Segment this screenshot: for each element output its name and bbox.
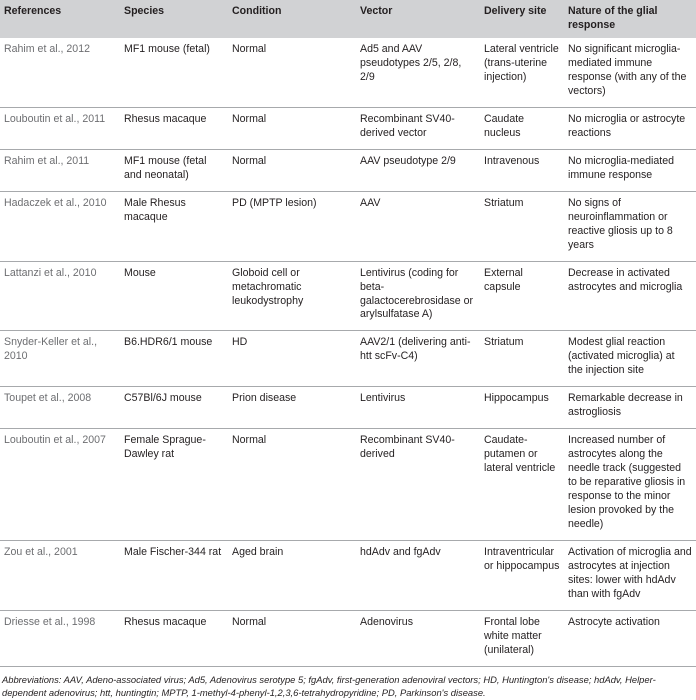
table-row bbox=[0, 107, 696, 149]
cell-species: Mouse bbox=[120, 261, 228, 331]
cell-delivery-site: External capsule bbox=[480, 261, 564, 331]
cell-species: Male Rhesus macaque bbox=[120, 191, 228, 261]
table-row bbox=[0, 610, 696, 666]
cell-vector: Lentivirus (coding for beta-galactocerebrosidase or arylsulfatase A) bbox=[356, 261, 480, 331]
cell-reference: Snyder-Keller et al., 2010 bbox=[0, 331, 120, 387]
cell-reference: Hadaczek et al., 2010 bbox=[0, 191, 120, 261]
table-row bbox=[0, 429, 696, 541]
cell-glial-response: Increased number of astrocytes along the needle track (suggested to be reparative gliosis in response to the minor lesion provoked by the needle) bbox=[564, 429, 696, 541]
header-glial-response: Nature of the glial response bbox=[564, 0, 696, 38]
cell-condition: Globoid cell or metachromatic leukodystrophy bbox=[228, 261, 356, 331]
cell-glial-response: Modest glial reaction (activated microglia) at the injection site bbox=[564, 331, 696, 387]
table-row bbox=[0, 541, 696, 611]
cell-glial-response: No microglia-mediated immune response bbox=[564, 149, 696, 191]
cell-condition: Normal bbox=[228, 429, 356, 541]
header-delivery-site: Delivery site bbox=[480, 0, 564, 38]
table-body bbox=[0, 38, 696, 666]
cell-delivery-site: Striatum bbox=[480, 331, 564, 387]
cell-glial-response: Astrocyte activation bbox=[564, 610, 696, 666]
cell-condition: Aged brain bbox=[228, 541, 356, 611]
header-species: Species bbox=[120, 0, 228, 38]
table-row bbox=[0, 261, 696, 331]
cell-delivery-site: Intravenous bbox=[480, 149, 564, 191]
cell-species: Rhesus macaque bbox=[120, 610, 228, 666]
cell-species: Rhesus macaque bbox=[120, 107, 228, 149]
cell-delivery-site: Caudate-putamen or lateral ventricle bbox=[480, 429, 564, 541]
table-row bbox=[0, 149, 696, 191]
cell-species: C57Bl/6J mouse bbox=[120, 387, 228, 429]
cell-delivery-site: Striatum bbox=[480, 191, 564, 261]
cell-species: Female Sprague-Dawley rat bbox=[120, 429, 228, 541]
table-header bbox=[0, 0, 696, 38]
cell-glial-response: Decrease in activated astrocytes and microglia bbox=[564, 261, 696, 331]
cell-reference: Zou et al., 2001 bbox=[0, 541, 120, 611]
cell-condition: Prion disease bbox=[228, 387, 356, 429]
header-vector: Vector bbox=[356, 0, 480, 38]
cell-condition: PD (MPTP lesion) bbox=[228, 191, 356, 261]
cell-glial-response: No microglia or astrocyte reactions bbox=[564, 107, 696, 149]
cell-condition: Normal bbox=[228, 107, 356, 149]
cell-delivery-site: Hippocampus bbox=[480, 387, 564, 429]
cell-delivery-site: Frontal lobe white matter (unilateral) bbox=[480, 610, 564, 666]
abbreviations-footnote: Abbreviations: AAV, Adeno-associated virus; Ad5, Adenovirus serotype 5; fgAdv, first-generation adenoviral vectors; HD, Huntington's disease; hdAdv, Helper-dependent adenovirus; htt, huntingtin; MPTP, 1-methyl-4-phenyl-1,2,3,6-tetrahydropyridine; PD, Parkinson's disease. bbox=[2, 673, 656, 699]
cell-vector: hdAdv and fgAdv bbox=[356, 541, 480, 611]
cell-reference: Rahim et al., 2011 bbox=[0, 149, 120, 191]
cell-reference: Driesse et al., 1998 bbox=[0, 610, 120, 666]
cell-vector: AAV pseudotype 2/9 bbox=[356, 149, 480, 191]
cell-delivery-site: Intraventricular or hippocampus bbox=[480, 541, 564, 611]
cell-vector: AAV bbox=[356, 191, 480, 261]
table-row bbox=[0, 387, 696, 429]
cell-vector: Ad5 and AAV pseudotypes 2/5, 2/8, 2/9 bbox=[356, 38, 480, 107]
cell-species: B6.HDR6/1 mouse bbox=[120, 331, 228, 387]
cell-condition: Normal bbox=[228, 38, 356, 107]
cell-glial-response: Remarkable decrease in astrogliosis bbox=[564, 387, 696, 429]
cell-vector: Recombinant SV40-derived vector bbox=[356, 107, 480, 149]
cell-reference: Louboutin et al., 2011 bbox=[0, 107, 120, 149]
cell-condition: Normal bbox=[228, 610, 356, 666]
cell-glial-response: No significant microglia-mediated immune response (with any of the vectors) bbox=[564, 38, 696, 107]
cell-species: MF1 mouse (fetal) bbox=[120, 38, 228, 107]
header-condition: Condition bbox=[228, 0, 356, 38]
header-references: References bbox=[0, 0, 120, 38]
cell-condition: HD bbox=[228, 331, 356, 387]
cell-vector: Adenovirus bbox=[356, 610, 480, 666]
header-row bbox=[0, 0, 696, 38]
cell-vector: Lentivirus bbox=[356, 387, 480, 429]
cell-species: MF1 mouse (fetal and neonatal) bbox=[120, 149, 228, 191]
cell-glial-response: No signs of neuroinflammation or reactive gliosis up to 8 years bbox=[564, 191, 696, 261]
table-row bbox=[0, 191, 696, 261]
cell-reference: Rahim et al., 2012 bbox=[0, 38, 120, 107]
cell-vector: AAV2/1 (delivering anti-htt scFv-C4) bbox=[356, 331, 480, 387]
cell-species: Male Fischer-344 rat bbox=[120, 541, 228, 611]
cell-reference: Lattanzi et al., 2010 bbox=[0, 261, 120, 331]
cell-condition: Normal bbox=[228, 149, 356, 191]
cell-glial-response: Activation of microglia and astrocytes at injection sites: lower with hdAdv than with fgAdv bbox=[564, 541, 696, 611]
table-row bbox=[0, 331, 696, 387]
cell-reference: Louboutin et al., 2007 bbox=[0, 429, 120, 541]
cell-delivery-site: Caudate nucleus bbox=[480, 107, 564, 149]
cell-delivery-site: Lateral ventricle (trans-uterine injection) bbox=[480, 38, 564, 107]
cell-vector: Recombinant SV40-derived bbox=[356, 429, 480, 541]
cell-reference: Toupet et al., 2008 bbox=[0, 387, 120, 429]
table-row bbox=[0, 38, 696, 107]
